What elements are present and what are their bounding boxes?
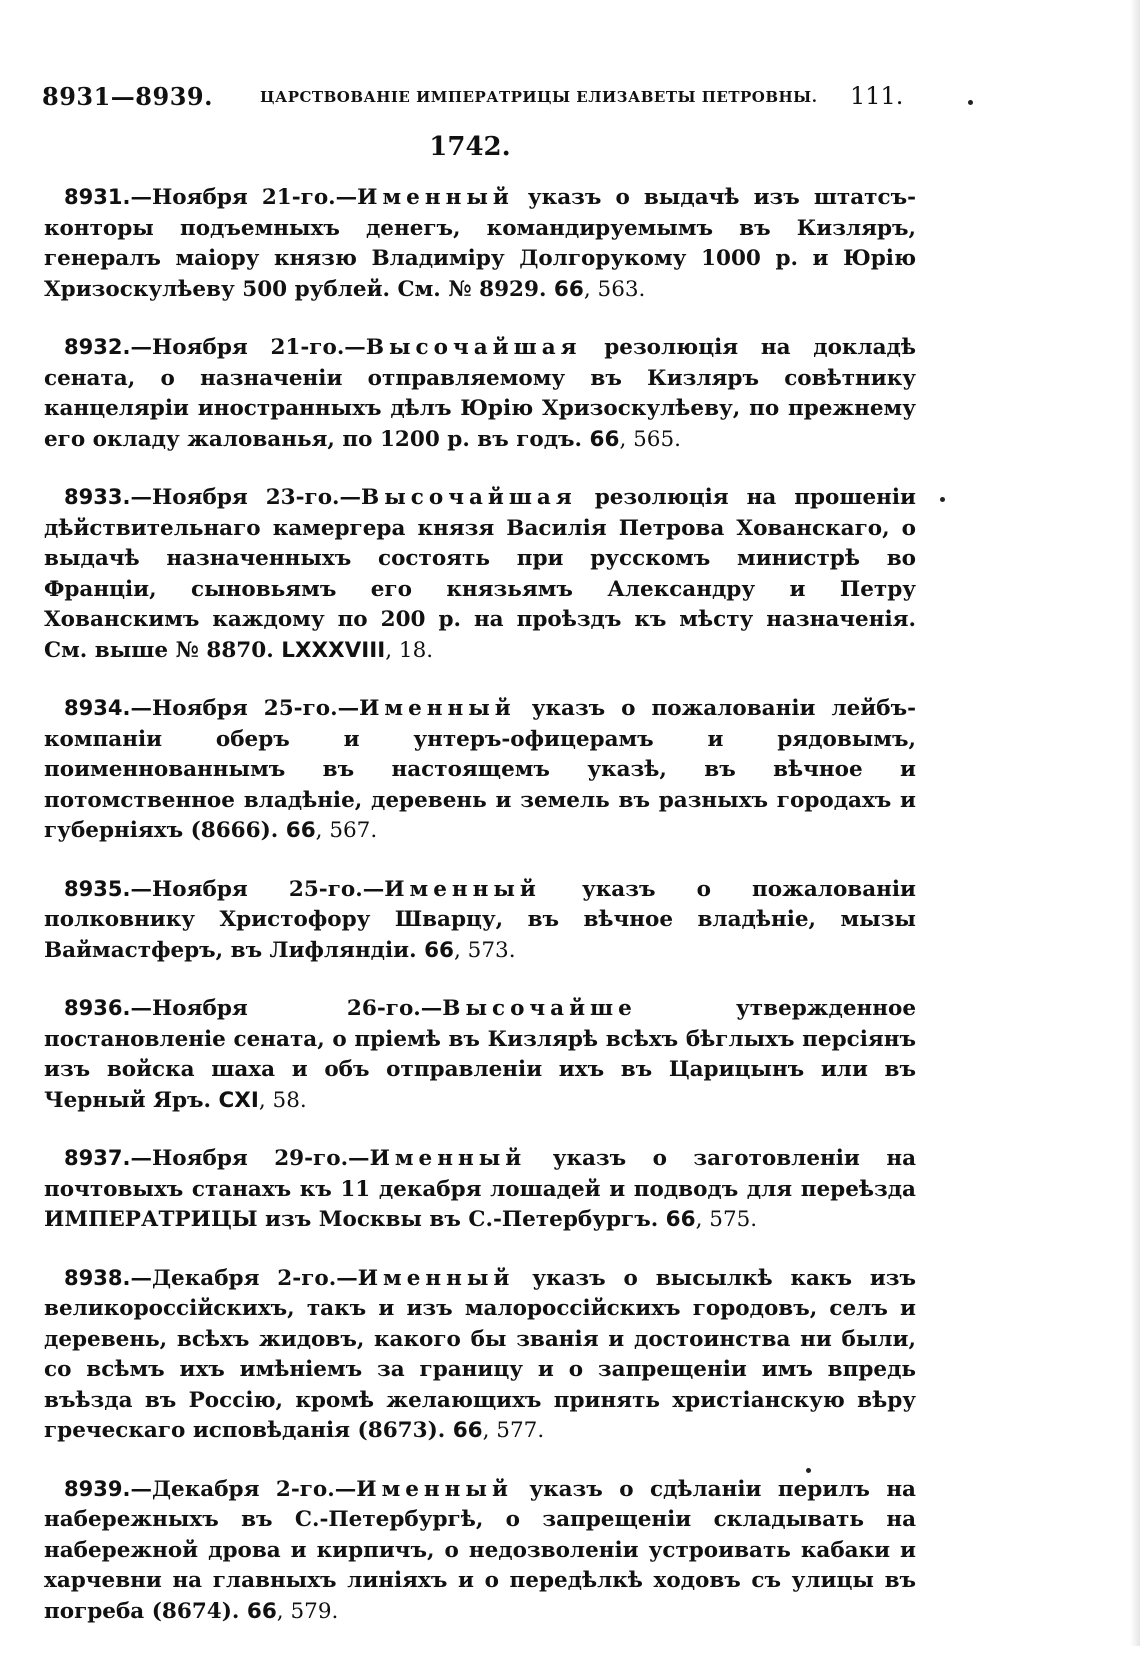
entry-date: —Ноября 21-го.—: [130, 185, 358, 210]
entry-volume: 66: [285, 818, 316, 843]
entry-volume: CXI: [218, 1087, 259, 1113]
entry-date: —Ноября 21-го.—: [130, 335, 366, 360]
running-head: [42, 82, 942, 116]
entry-kind: Именный: [359, 696, 516, 721]
entry-8937: [44, 1143, 916, 1236]
page-number: 111.: [850, 82, 904, 110]
scan-speck: [940, 497, 945, 502]
entry-date: —Ноября 25-го.—: [130, 696, 360, 721]
entry-ref: , 579.: [276, 1598, 339, 1624]
entry-ref: , 575.: [695, 1207, 758, 1232]
entry-number: 8936.: [64, 996, 131, 1020]
entry-date: —Ноября 29-го.—: [130, 1146, 370, 1171]
entry-date: —Декабря 2-го.—: [130, 1476, 357, 1502]
entry-ref: , 18.: [385, 637, 434, 663]
entry-ref: , 567.: [315, 818, 378, 843]
entry-8939: [44, 1474, 916, 1628]
entry-text: указъ о сдѣланіи перилъ на набережныхъ въ С.-Петербургѣ, о запрещеніи складывать на набережной дрова и кирпичъ, о недозволеніи устроивать кабаки и харчевни на главныхъ линіяхъ и о передѣлкѣ ходовъ съ улицы въ погреба (8674).: [44, 1476, 916, 1624]
entry-8938: [44, 1263, 916, 1447]
entry-text: резолюція на докладѣ сената, о назначеніи отправляемому въ Кизляръ совѣтнику канцеляріи иностранныхъ дѣлъ Юрію Хризоскулѣеву, по прежнему его окладу жалованья, по 1200 р. въ годъ.: [44, 335, 917, 452]
entry-text: указъ о заготовленіи на почтовыхъ станахъ къ 11 декабря лошадей и подводъ для переѣзда ИМПЕРАТРИЦЫ изъ Москвы въ С.-Петербургъ.: [44, 1146, 917, 1232]
entry-8932: [44, 332, 916, 455]
entry-ref: , 58.: [258, 1087, 307, 1113]
entries-list: [44, 182, 916, 1654]
entry-kind: Высочайшая: [365, 335, 582, 360]
entry-kind: Именный: [384, 876, 541, 902]
reign-title: ЦАРСТВОВАНІЕ ИМПЕРАТРИЦЫ ЕЛИЗАВЕТЫ ПЕТРОВНЫ.: [260, 88, 818, 106]
entry-text: утвержденное постановленіе сената, о пріемѣ въ Кизлярѣ всѣхъ бѣглыхъ персіянъ изъ войска шаха и объ отправленіи ихъ въ Царицынъ или въ Черный Яръ.: [44, 996, 916, 1113]
entry-ref: , 577.: [482, 1418, 545, 1443]
entry-number: 8935.: [64, 876, 131, 901]
entry-volume: 66: [665, 1207, 696, 1232]
entry-number: 8934.: [64, 696, 131, 720]
entry-ref: , 563.: [583, 276, 646, 302]
entry-8931: [44, 182, 916, 305]
entry-text: резолюція на прошеніи дѣйствительнаго камергера князя Василія Петрова Хованскаго, о выдачѣ назначенныхъ состоять при русскомъ министрѣ во Франціи, сыновьямъ его князьямъ Александру и Петру Хованскимъ каждому по 200 р. на проѣздъ къ мѣсту назначенія. См. выше № 8870.: [44, 485, 916, 663]
entry-kind: Именный: [369, 1146, 527, 1171]
entry-8933: [44, 482, 916, 666]
entry-text: указъ о пожалованіи полковнику Христофору Шварцу, въ вѣчное владѣніе, мызы Ваймастферъ, въ Лифляндіи.: [44, 876, 916, 963]
scan-speck: [968, 100, 973, 105]
entry-volume: 66: [424, 937, 455, 963]
entry-date: —Ноября 23-го.—: [130, 485, 362, 510]
entry-volume: 66: [452, 1418, 483, 1443]
entry-ref: , 565.: [619, 426, 681, 452]
entry-date: —Ноября 25-го.—: [130, 876, 385, 902]
entry-number: 8938.: [64, 1265, 131, 1290]
entry-number: 8937.: [64, 1146, 131, 1170]
entry-kind: Высочайшая: [361, 485, 577, 510]
entry-kind: Высочайше: [442, 996, 637, 1021]
entry-kind: Именный: [356, 1476, 513, 1502]
entry-kind: Именный: [357, 1265, 515, 1291]
scan-speck: [806, 1468, 811, 1473]
entry-kind: Именный: [357, 185, 514, 210]
entry-number: 8932.: [64, 335, 131, 359]
entry-volume: 66: [553, 276, 584, 302]
entry-8936: [44, 993, 916, 1116]
entry-text: указъ о пожалованіи лейбъ-компаніи оберъ и унтеръ-офицерамъ и рядовымъ, поименнованнымъ въ настоящемъ указѣ, въ вѣчное и потомственное владѣніе, деревень и земель въ разныхъ городахъ и губерніяхъ (8666).: [44, 696, 916, 843]
entry-volume: 66: [246, 1598, 277, 1624]
entry-text: указъ о выдачѣ изъ штатсъ-конторы подъемныхъ денегъ, командируемымъ въ Кизляръ, генералъ маіору князю Владиміру Долгорукому 1000 р. и Юрію Хризоскулѣеву 500 рублей. См. № 8929.: [44, 185, 917, 302]
year-heading: 1742.: [429, 132, 511, 162]
entry-date: —Декабря 2-го.—: [130, 1265, 358, 1291]
entry-number: 8939.: [64, 1476, 131, 1501]
page-edge-shadow: [1130, 0, 1140, 1646]
entry-volume: 66: [589, 426, 620, 452]
entry-volume: LXXXVIII: [281, 637, 386, 663]
entry-ref: , 573.: [454, 937, 516, 963]
entry-8934: [44, 693, 916, 847]
entry-number: 8933.: [64, 485, 131, 509]
entry-date: —Ноября 26-го.—: [130, 996, 443, 1021]
entry-number: 8931.: [64, 185, 131, 209]
entry-text: указъ о высылкѣ какъ изъ великороссійскихъ, такъ и изъ малороссійскихъ городовъ, селъ и деревень, всѣхъ жидовъ, какого бы званія и достоинства ни были, со всѣмъ ихъ имѣніемъ за границу и о запрещеніи имъ впредь въѣзда въ Россію, кромѣ желающихъ принять христіанскую вѣру греческаго исповѣданія (8673).: [44, 1265, 916, 1443]
entry-8935: [44, 874, 916, 967]
entry-range: 8931—8939.: [42, 82, 213, 111]
